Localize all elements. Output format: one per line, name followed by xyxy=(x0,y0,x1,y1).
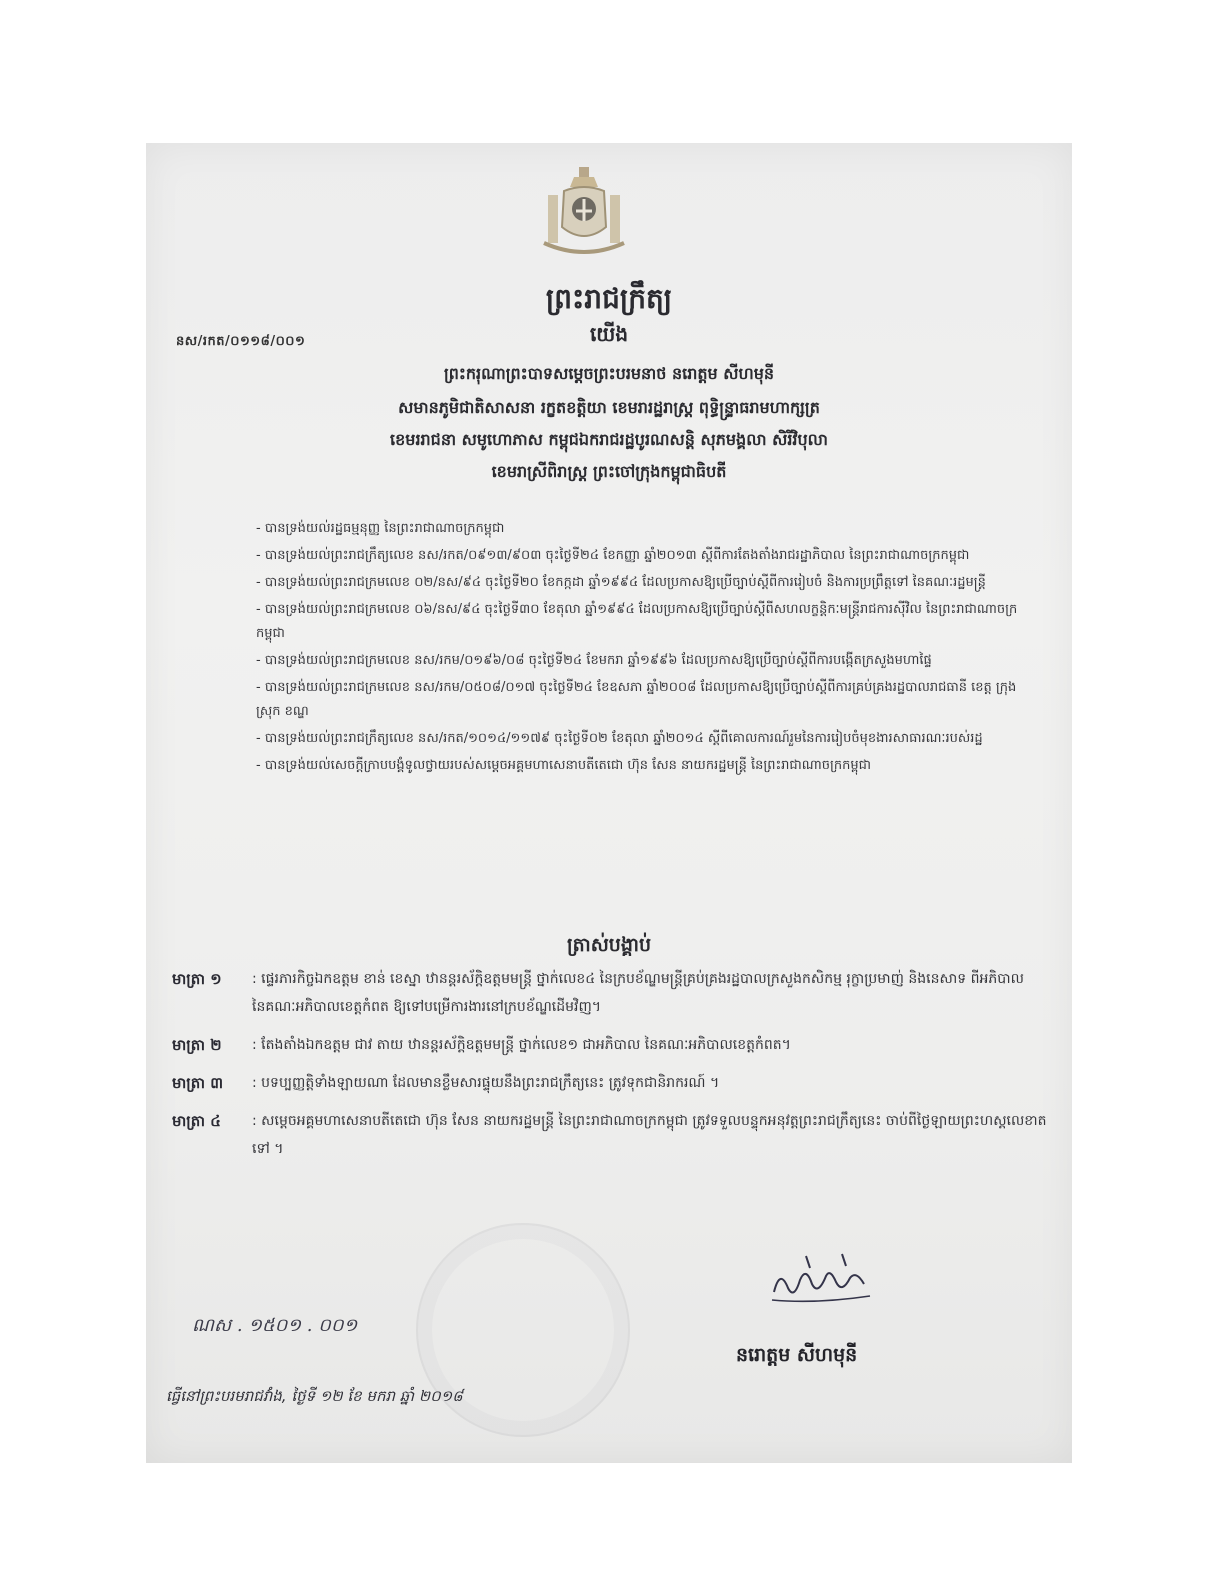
consideration-item: - បានទ្រង់យល់ព្រះរាជក្រមលេខ នស/រកម/០១៩៦/០៨ ចុះថ្ងៃទី២៤ ខែមករា ឆ្នាំ១៩៩៦ ដែលប្រកាសឱ្យប្រើច្បាប់ស្តីពីការបង្កើតក្រសួងមហាផ្ទៃ xyxy=(256,653,932,668)
article-label: មាត្រា ១ xyxy=(172,970,222,988)
article-row xyxy=(172,1069,1052,1097)
consideration-item: - បានទ្រង់យល់ព្រះរាជក្រមលេខ ០២/នស/៩៤ ចុះថ្ងៃទី២០ ខែកក្កដា ឆ្នាំ១៩៩៤ ដែលប្រកាសឱ្យប្រើច្បាប់ស្តីពីការរៀបចំ និងការប្រព្រឹត្តទៅ នៃគណៈរដ្ឋមន្ត្រី xyxy=(256,575,986,590)
signatory-name: នរោត្តម សីហមុនី xyxy=(736,1344,858,1366)
article-row xyxy=(172,1031,1052,1059)
consideration-item: - បានទ្រង់យល់ព្រះរាជក្រមលេខ នស/រកម/០៥០៨/០១៧ ចុះថ្ងៃទី២៤ ខែឧសភា ឆ្នាំ២០០៨ ដែលប្រកាសឱ្យប្រើច្បាប់ស្តីពីការគ្រប់គ្រងរដ្ឋបាលរាជធានី ខេត្ត ក្រុង ស្រុក ខណ្ឌ xyxy=(256,680,1017,719)
date-place-line: ធ្វើនៅព្រះបរមរាជវាំង, ថ្ងៃទី ១២ ខែ មករា ឆ្នាំ ២០១៨ xyxy=(166,1387,463,1405)
article-text: : បទប្បញ្ញត្តិទាំងឡាយណា ដែលមានខ្លឹមសារផ្ទុយនឹងព្រះរាជក្រឹត្យនេះ ត្រូវទុកជានិរាករណ៍ ។ xyxy=(252,1075,720,1091)
king-title-line-2: សមានភូមិជាតិសាសនា រក្ខតខត្តិយា ខេមរារដ្ឋរាស្ត្រ ពុទ្ធិន្ទ្រាធរាមហាក្សត្រ xyxy=(398,398,820,417)
consideration-item: - បានទ្រង់យល់រដ្ឋធម្មនុញ្ញ នៃព្រះរាជាណាចក្រកម្ពុជា xyxy=(256,521,505,536)
article-label: មាត្រា ៣ xyxy=(172,1074,224,1092)
consideration-item: - បានទ្រង់យល់ព្រះរាជក្រឹត្យលេខ នស/រកត/១០១៤/១១៧៩ ចុះថ្ងៃទី០២ ខែតុលា ឆ្នាំ២០១៤ ស្តីពីគោលការណ៍រួមនៃការរៀបចំមុខងារសាធារណៈរបស់រដ្ឋ xyxy=(256,731,983,746)
ordered-heading: ត្រាស់បង្គាប់ xyxy=(566,934,652,956)
article-text: : សម្តេចអគ្គមហាសេនាបតីតេជោ ហ៊ុន សែន នាយករដ្ឋមន្ត្រី នៃព្រះរាជាណាចក្រកម្ពុជា ត្រូវទទួលបន្ទុកអនុវត្តព្រះរាជក្រឹត្យនេះ ចាប់ពីថ្ងៃឡាយព្រះហស្តលេខាតទៅ ។ xyxy=(252,1113,1047,1157)
king-title-line-1: ព្រះករុណាព្រះបាទសម្តេចព្រះបរមនាថ នរោត្តម សីហមុនី xyxy=(443,364,775,383)
article-row xyxy=(172,965,1052,1021)
king-title-line-3: ខេមររាជនា សមូហោភាស កម្ពុជឯករាជរដ្ឋបូរណសន្តិ សុភមង្គលា សិរីវិបុលា xyxy=(390,430,828,449)
king-title-line-4: ខេមរាស្រីពិរាស្ត្រ ព្រះចៅក្រុងកម្ពុជាធិបតី xyxy=(491,462,727,481)
article-label: មាត្រា ៤ xyxy=(172,1112,221,1130)
handwritten-registration-number: ណស . ១៥០១ . ០០១ xyxy=(192,1315,358,1336)
decree-title: ព្រះរាជក្រឹត្យ xyxy=(545,282,673,315)
considerations-list xyxy=(256,517,1036,781)
consideration-item: - បានទ្រង់យល់ព្រះរាជក្រឹត្យលេខ នស/រកត/០៩១៣/៩០៣ ចុះថ្ងៃទី២៤ ខែកញ្ញា ឆ្នាំ២០១៣ ស្តីពីការតែងតាំងរាជរដ្ឋាភិបាល នៃព្រះរាជាណាចក្រកម្ពុជា xyxy=(256,548,970,563)
decree-subtitle: យើង xyxy=(589,322,629,346)
royal-coat-of-arms-icon xyxy=(534,165,634,260)
royal-signature xyxy=(766,1248,876,1308)
decree-page xyxy=(146,143,1072,1463)
consideration-item: - បានទ្រង់យល់សេចក្តីក្រាបបង្គំទូលថ្វាយរបស់សម្តេចអគ្គមហាសេនាបតីតេជោ ហ៊ុន សែន នាយករដ្ឋមន្ត្រី នៃព្រះរាជាណាចក្រកម្ពុជា xyxy=(256,758,872,773)
article-label: មាត្រា ២ xyxy=(172,1036,222,1054)
article-text: : តែងតាំងឯកឧត្តម ជាវ តាយ ឋានន្តរស័ក្តិឧត្តមមន្ត្រី ថ្នាក់លេខ១ ជាអភិបាល នៃគណៈអភិបាលខេត្តកំពត។ xyxy=(252,1037,791,1053)
reference-number: នស/រកត/០១១៨/០០១ xyxy=(176,334,306,349)
articles-section xyxy=(172,965,1052,1173)
article-text: : ផ្ទេរភារកិច្ចឯកឧត្តម ខាន់ ខេស្នា ឋានន្តរស័ក្តិឧត្តមមន្ត្រី ថ្នាក់លេខ៤ នៃក្របខ័ណ្ឌមន្ត្រីគ្រប់គ្រងរដ្ឋបាលក្រសួងកសិកម្ម រុក្ខាប្រមាញ់ និងនេសាទ ពីអភិបាល នៃគណៈអភិបាលខេត្តកំពត ឱ្យទៅបម្រើការងារនៅក្របខ័ណ្ឌដើមវិញ។ xyxy=(252,971,1024,1015)
consideration-item: - បានទ្រង់យល់ព្រះរាជក្រមលេខ ០៦/នស/៩៤ ចុះថ្ងៃទី៣០ ខែតុលា ឆ្នាំ១៩៩៤ ដែលប្រកាសឱ្យប្រើច្បាប់ស្តីពីសហលក្ខន្តិកៈមន្ត្រីរាជការស៊ីវិល នៃព្រះរាជាណាចក្រកម្ពុជា xyxy=(256,602,1018,641)
article-row xyxy=(172,1107,1052,1163)
